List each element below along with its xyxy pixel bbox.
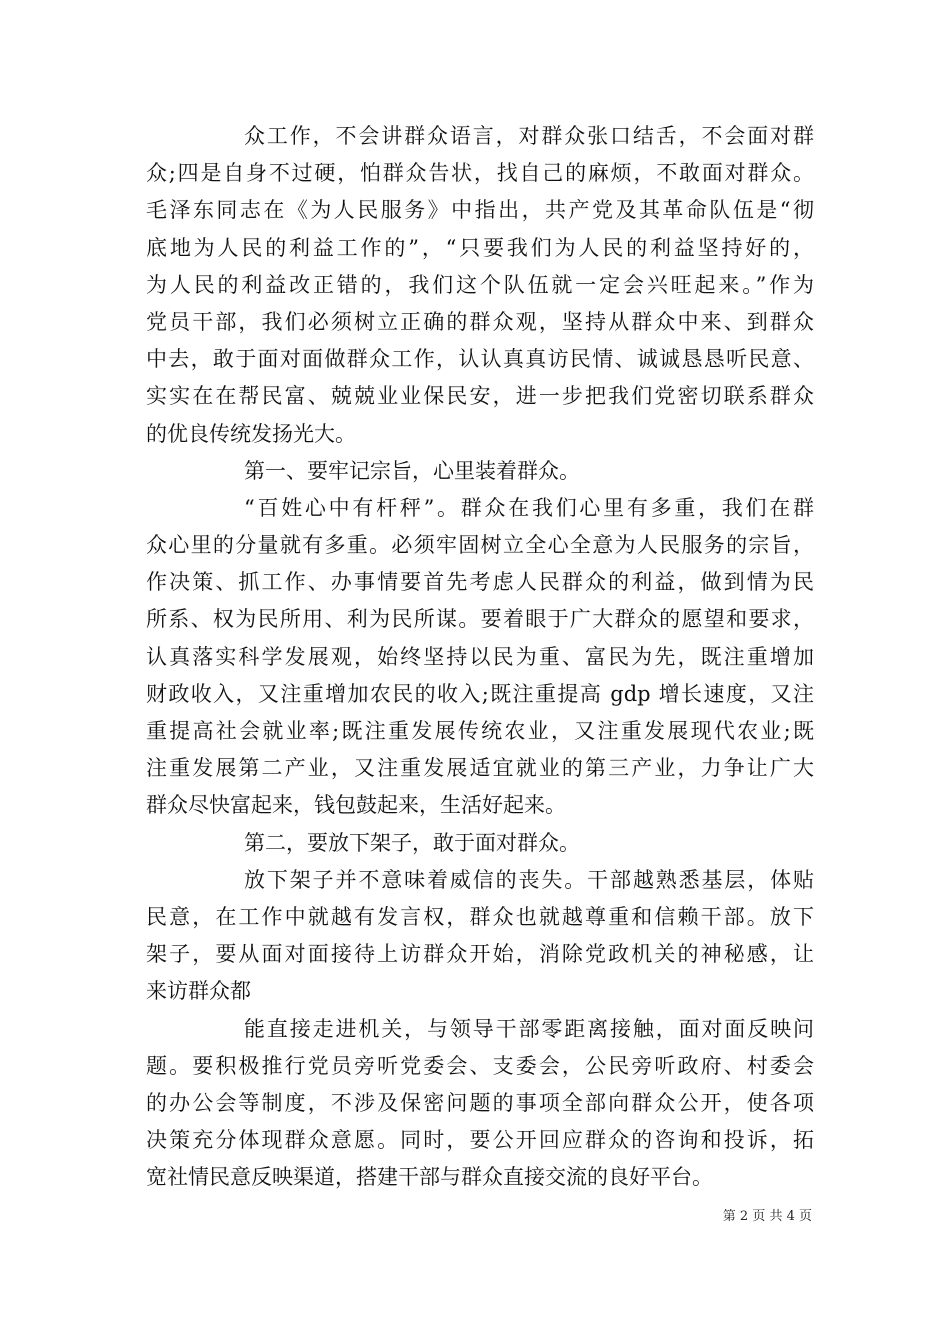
text-line: 中去，敢于面对面做群众工作，认认真真访民情、诚诚恳恳听民意、 (146, 347, 814, 372)
text-line: 决策充分体现群众意愿。同时，要公开回应群众的咨询和投诉，拓 (146, 1128, 814, 1153)
text-line: 的优良传统发扬光大。 (146, 421, 356, 446)
text-line: 第一、要牢记宗旨，心里装着群众。 (244, 458, 580, 483)
text-line: 毛泽东同志在《为人民服务》中指出，共产党及其革命队伍是“彻 (146, 198, 814, 223)
text-line: 党员干部，我们必须树立正确的群众观，坚持从群众中来、到群众 (146, 309, 814, 334)
text-line: 实实在在帮民富、兢兢业业保民安，进一步把我们党密切联系群众 (146, 384, 814, 409)
text-line: 能直接走进机关，与领导干部零距离接触，面对面反映问 (244, 1016, 814, 1041)
text-line: 架子，要从面对面接待上访群众开始，消除党政机关的神秘感，让 (146, 942, 814, 967)
text-line: 作决策、抓工作、办事情要首先考虑人民群众的利益，做到情为民 (146, 570, 814, 595)
text-line: 来访群众都 (146, 979, 251, 1004)
text-line: 民意，在工作中就越有发言权，群众也就越尊重和信赖干部。放下 (146, 904, 814, 929)
text-line: 底地为人民的利益工作的”，“只要我们为人民的利益坚持好的， (146, 235, 814, 260)
text-line: 众;四是自身不过硬，怕群众告状，找自己的麻烦，不敢面对群众。 (146, 161, 814, 186)
text-line: “百姓心中有杆秤”。群众在我们心里有多重，我们在群 (244, 495, 814, 520)
text-line: 认真落实科学发展观，始终坚持以民为重、富民为先，既注重增加 (146, 644, 814, 669)
text-line: 重提高社会就业率;既注重发展传统农业，又注重发展现代农业;既 (146, 719, 814, 743)
text-line: 第二，要放下架子，敢于面对群众。 (244, 830, 580, 855)
text-line: 众工作，不会讲群众语言，对群众张口结舌，不会面对群 (244, 124, 814, 148)
text-line: 群众尽快富起来，钱包鼓起来，生活好起来。 (146, 793, 566, 818)
text-line: 放下架子并不意味着威信的丧失。干部越熟悉基层，体贴 (244, 867, 814, 892)
text-line: 题。要积极推行党员旁听党委会、支委会，公民旁听政府、村委会 (146, 1053, 814, 1078)
document-body (146, 118, 814, 1196)
text-line: 注重发展第二产业，又注重发展适宜就业的第三产业，力争让广大 (146, 756, 814, 781)
text-line: 财政收入，又注重增加农民的收入;既注重提高 gdp 增长速度，又注 (146, 681, 814, 706)
text-line: 为人民的利益改正错的，我们这个队伍就一定会兴旺起来。”作为 (146, 272, 814, 297)
text-line: 所系、权为民所用、利为民所谋。要着眼于广大群众的愿望和要求， (146, 607, 814, 632)
text-line: 宽社情民意反映渠道，搭建干部与群众直接交流的良好平台。 (146, 1165, 713, 1190)
text-line: 的办公会等制度，不涉及保密问题的事项全部向群众公开，使各项 (146, 1090, 814, 1115)
page-number: 第 2 页 共 4 页 (722, 1209, 812, 1224)
text-line: 众心里的分量就有多重。必须牢固树立全心全意为人民服务的宗旨， (146, 533, 814, 558)
